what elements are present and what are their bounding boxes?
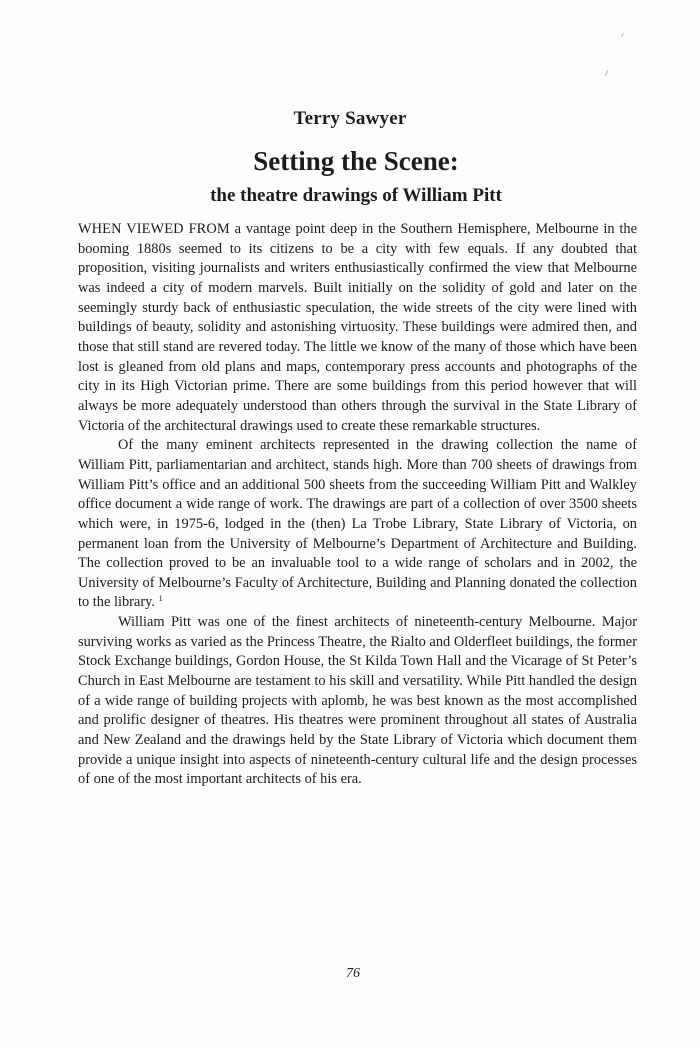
paragraph-3-text: William Pitt was one of the finest architects of nineteenth-century Melbourne. Major surviving works as varied as the Princess Theatre, the Rialto and Olderfleet buildings, the former Stock Exchange buildings, Gordon House, the St Kilda Town Hall and the Vicarage of St Peter’s Church in East Melbourne are testament to his skill and versatility. While Pitt handled the design of a wide range of building projects with aplomb, he was best known as the most accomplished and prolific designer of theatres. His theatres were prominent throughout all states of Australia and New Zealand and the drawings held by the State Library of Victoria which document them provide a unique insight into aspects of nineteenth-century cultural life and the design processes of one of the most important architects of his era. [78, 614, 637, 788]
page-number: 76 [346, 966, 360, 981]
paragraph-lead-in: WHEN VIEWED FROM [78, 221, 230, 237]
footnote-marker[interactable]: 1 [158, 594, 163, 604]
paragraph-1 [78, 220, 637, 436]
paragraph-1-text: a vantage point deep in the Southern Hemisphere, Melbourne in the booming 1880s seemed to its citizens to be a city with few equals. If any doubted that proposition, visiting journalists and writers enthusiastically confirmed the view that Melbourne was indeed a city of modern marvels. Built initially on the solidity of gold and later on the seemingly sturdy back of enthusiastic speculation, the wide streets of the city were lined with buildings of beauty, solidity and astonishing virtuosity. These buildings were admired then, and those that still stand are revered today. The little we know of the many of those which have been lost is gleaned from old plans and maps, contemporary press accounts and photographs of the city in its High Victorian prime. There are some buildings from this period however that will always be more adequately understood than others through the survival in the State Library of Victoria of the architectural drawings used to create these remarkable structures. [78, 221, 638, 434]
paragraph-2-text: Of the many eminent architects represented in the drawing collection the name of William Pitt, parliamentarian and architect, stands high. More than 700 sheets of drawings from William Pitt’s office and an additional 500 sheets from the succeeding William Pitt and Walkley office document a wide range of work. The drawings are part of a collection of over 3500 sheets which were, in 1975-6, lodged in the (then) La Trobe Library, State Library of Victoria, on permanent loan from the University of Melbourne’s Department of Architecture and Building. The collection proved to be an invaluable tool to a wide range of scholars and in 2002, the University of Melbourne’s Faculty of Architecture, Building and Planning donated the collection to the library. [78, 437, 637, 611]
article-title: Setting the Scene: [253, 146, 459, 176]
scan-speck [605, 70, 608, 76]
scan-speck [621, 33, 624, 37]
paragraph-2 [78, 436, 637, 613]
article-subtitle: the theatre drawings of William Pitt [210, 185, 502, 206]
author-name: Terry Sawyer [293, 108, 407, 129]
paragraph-3 [78, 613, 637, 790]
article-body [78, 220, 637, 790]
